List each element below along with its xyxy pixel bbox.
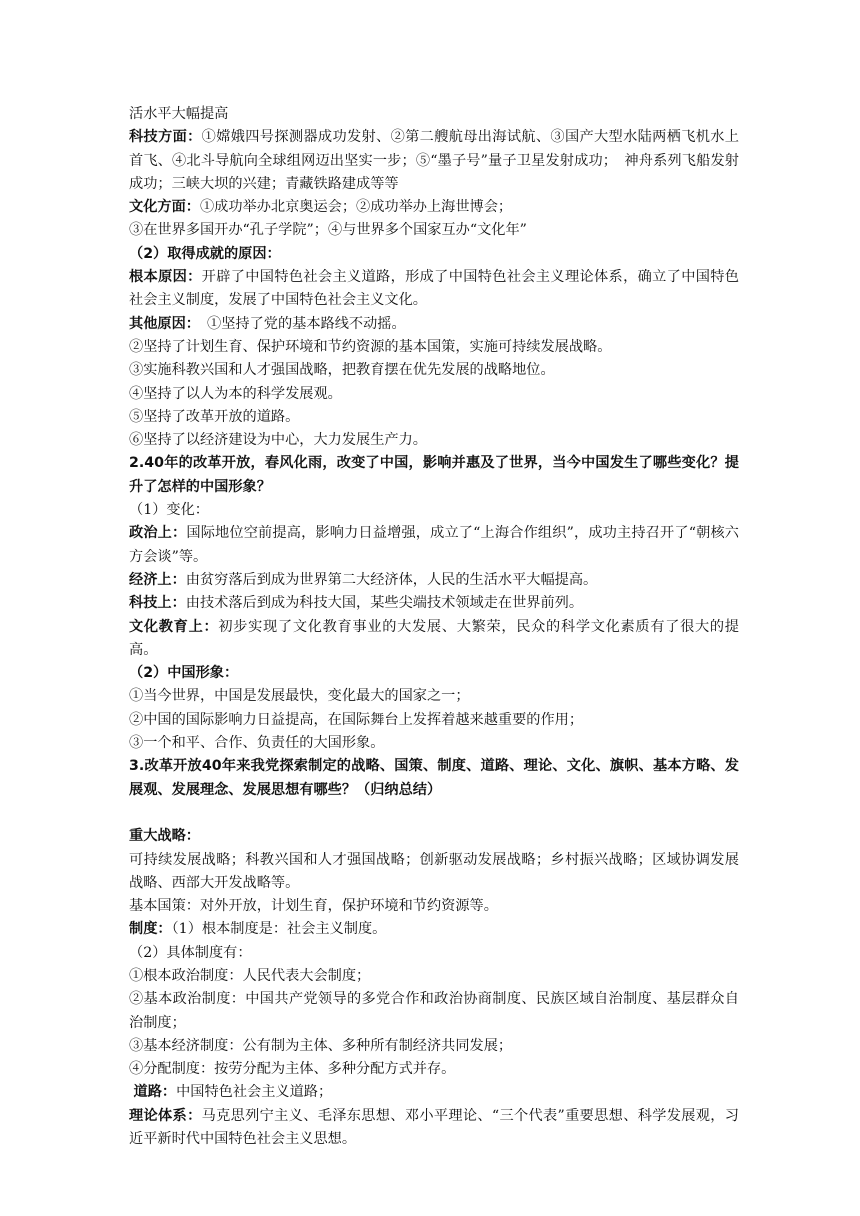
paragraph-technology [129, 592, 739, 615]
subheading-text: 重大战略： [129, 828, 200, 845]
line-text: ⑥坚持了以经济建设为中心，大力发展生产力。 [129, 432, 427, 449]
line-text: ②中国的国际影响力日益提高，在国际舞台上发挥着越来越重要的作用； [129, 711, 584, 728]
paragraph-politics [129, 522, 739, 569]
line-text: （2）具体制度有： [129, 944, 252, 961]
subheading-strategy [129, 825, 739, 848]
paragraph-economy [129, 569, 739, 592]
text-line [129, 942, 739, 965]
text-line [129, 219, 739, 242]
text-line [129, 499, 739, 522]
paragraph-theory [129, 1105, 739, 1152]
line-text: 基本国策：对外开放，计划生育，保护环境和节约资源等。 [129, 898, 498, 915]
text-line [129, 406, 739, 429]
line-text: ⑤坚持了改革开放的道路。 [129, 408, 300, 425]
paragraph-system [129, 918, 739, 941]
line-text: ④坚持了以人为本的科学发展观。 [129, 385, 342, 402]
text-line [129, 849, 739, 896]
line-text: ③在世界多国开办“孔子学院”；④与世界多个国家互办“文化年” [129, 222, 527, 239]
subheading-image [129, 662, 739, 685]
line-text: ①嫦娥四号探测器成功发射、②第二艘航母出海试航、③国产大型水陆两栖飞机水上首飞、④北斗导航向全球组网迈出坚实一步；⑤“墨子号”量子卫星发射成功； 神舟系列飞船发射成功；三峡大坝的兴建；青藏铁路建成等等 [129, 129, 739, 192]
line-text: ④分配制度：按劳分配为主体、多种分配方式并存。 [129, 1061, 456, 1078]
line-text: 由技术落后到成为科技大国，某些尖端技术领域走在世界前列。 [185, 595, 584, 612]
line-text: 可持续发展战略；科教兴国和人才强国战略；创新驱动发展战略；乡村振兴战略；区域协调发展战略、西部大开发战略等。 [129, 851, 739, 891]
text-line [129, 685, 739, 708]
text-line [129, 336, 739, 359]
line-text: ①根本政治制度：人民代表大会制度； [129, 967, 371, 984]
text-line [129, 732, 739, 755]
question-text: 3.改革开放40年来我党探索制定的战略、国策、制度、道路、理论、文化、旗帜、基本方略、发展观、发展理念、发展思想有哪些？（归纳总结） [129, 758, 739, 798]
line-text: 初步实现了文化教育事业的大发展、大繁荣，民众的科学文化素质有了很大的提高。 [129, 618, 739, 658]
line-text: ③一个和平、合作、负责任的大国形象。 [129, 735, 385, 752]
label-tech: 科技方面： [129, 129, 202, 146]
blank-line [129, 802, 739, 825]
paragraph-other-reason [129, 313, 739, 336]
paragraph-road [129, 1081, 739, 1104]
label-technology: 科技上： [129, 595, 186, 612]
label-system: 制度： [129, 921, 172, 938]
question-2 [129, 452, 739, 499]
text-line [129, 103, 739, 126]
line-text: 由贫穷落后到成为世界第二大经济体，人民的生活水平大幅提高。 [185, 571, 598, 588]
text-line [129, 895, 739, 918]
label-economy: 经济上： [129, 571, 186, 588]
line-text: 开辟了中国特色社会主义道路，形成了中国特色社会主义理论体系，确立了中国特色社会主义制度，发展了中国特色社会主义文化。 [129, 269, 739, 309]
text-line [129, 359, 739, 382]
text-line [129, 1035, 739, 1058]
line-text: 活水平大幅提高 [129, 106, 229, 122]
text-line [129, 383, 739, 406]
line-text: 中国特色社会主义道路； [176, 1084, 333, 1101]
line-text: 国际地位空前提高，影响力日益增强，成立了“上海合作组织”，成功主持召开了“朝核六方会谈”等。 [129, 525, 739, 565]
paragraph-root-reason [129, 266, 739, 313]
subheading-reasons [129, 243, 739, 266]
question-3 [129, 755, 739, 802]
line-text: （1）根本制度是：社会主义制度。 [171, 921, 387, 938]
text-line [129, 709, 739, 732]
line-text: ③基本经济制度：公有制为主体、多种所有制经济共同发展； [129, 1037, 513, 1054]
line-text: （1）变化： [129, 502, 209, 519]
paragraph-tech [129, 126, 739, 196]
paragraph-education [129, 616, 739, 663]
text-line [129, 1058, 739, 1081]
paragraph-culture [129, 196, 739, 219]
text-line [129, 988, 739, 1035]
line-text: ①坚持了党的基本路线不动摇。 [192, 315, 406, 332]
text-line [129, 965, 739, 988]
line-text: ②坚持了计划生育、保护环境和节约资源的基本国策，实施可持续发展战略。 [129, 338, 612, 355]
line-text: ③实施科教兴国和人才强国战略，把教育摆在优先发展的战略地位。 [129, 362, 555, 379]
label-culture: 文化方面： [129, 199, 200, 216]
line-text: ②基本政治制度：中国共产党领导的多党合作和政治协商制度、民族区域自治制度、基层群众自治制度； [129, 991, 739, 1031]
label-road: 道路： [133, 1084, 177, 1101]
line-text: 马克思列宁主义、毛泽东思想、邓小平理论、“三个代表”重要思想、科学发展观，习近平新时代中国特色社会主义思想。 [129, 1107, 739, 1148]
label-other-reason: 其他原因： [129, 315, 193, 332]
label-education: 文化教育上： [129, 618, 219, 635]
question-text: 2.40年的改革开放，春风化雨，改变了中国，影响并惠及了世界，当今中国发生了哪些变化？提升了怎样的中国形象？ [129, 455, 739, 495]
label-theory: 理论体系： [129, 1107, 202, 1124]
subheading-text: （2）取得成就的原因： [129, 245, 281, 262]
text-line [129, 429, 739, 452]
label-politics: 政治上： [129, 525, 187, 542]
document-body [129, 103, 739, 1151]
line-text: ①成功举办北京奥运会；②成功举办上海世博会； [199, 199, 513, 216]
line-text: ①当今世界，中国是发展最快，变化最大的国家之一； [129, 688, 470, 705]
subheading-text: （2）中国形象： [129, 665, 239, 682]
label-root-reason: 根本原因： [129, 269, 202, 286]
